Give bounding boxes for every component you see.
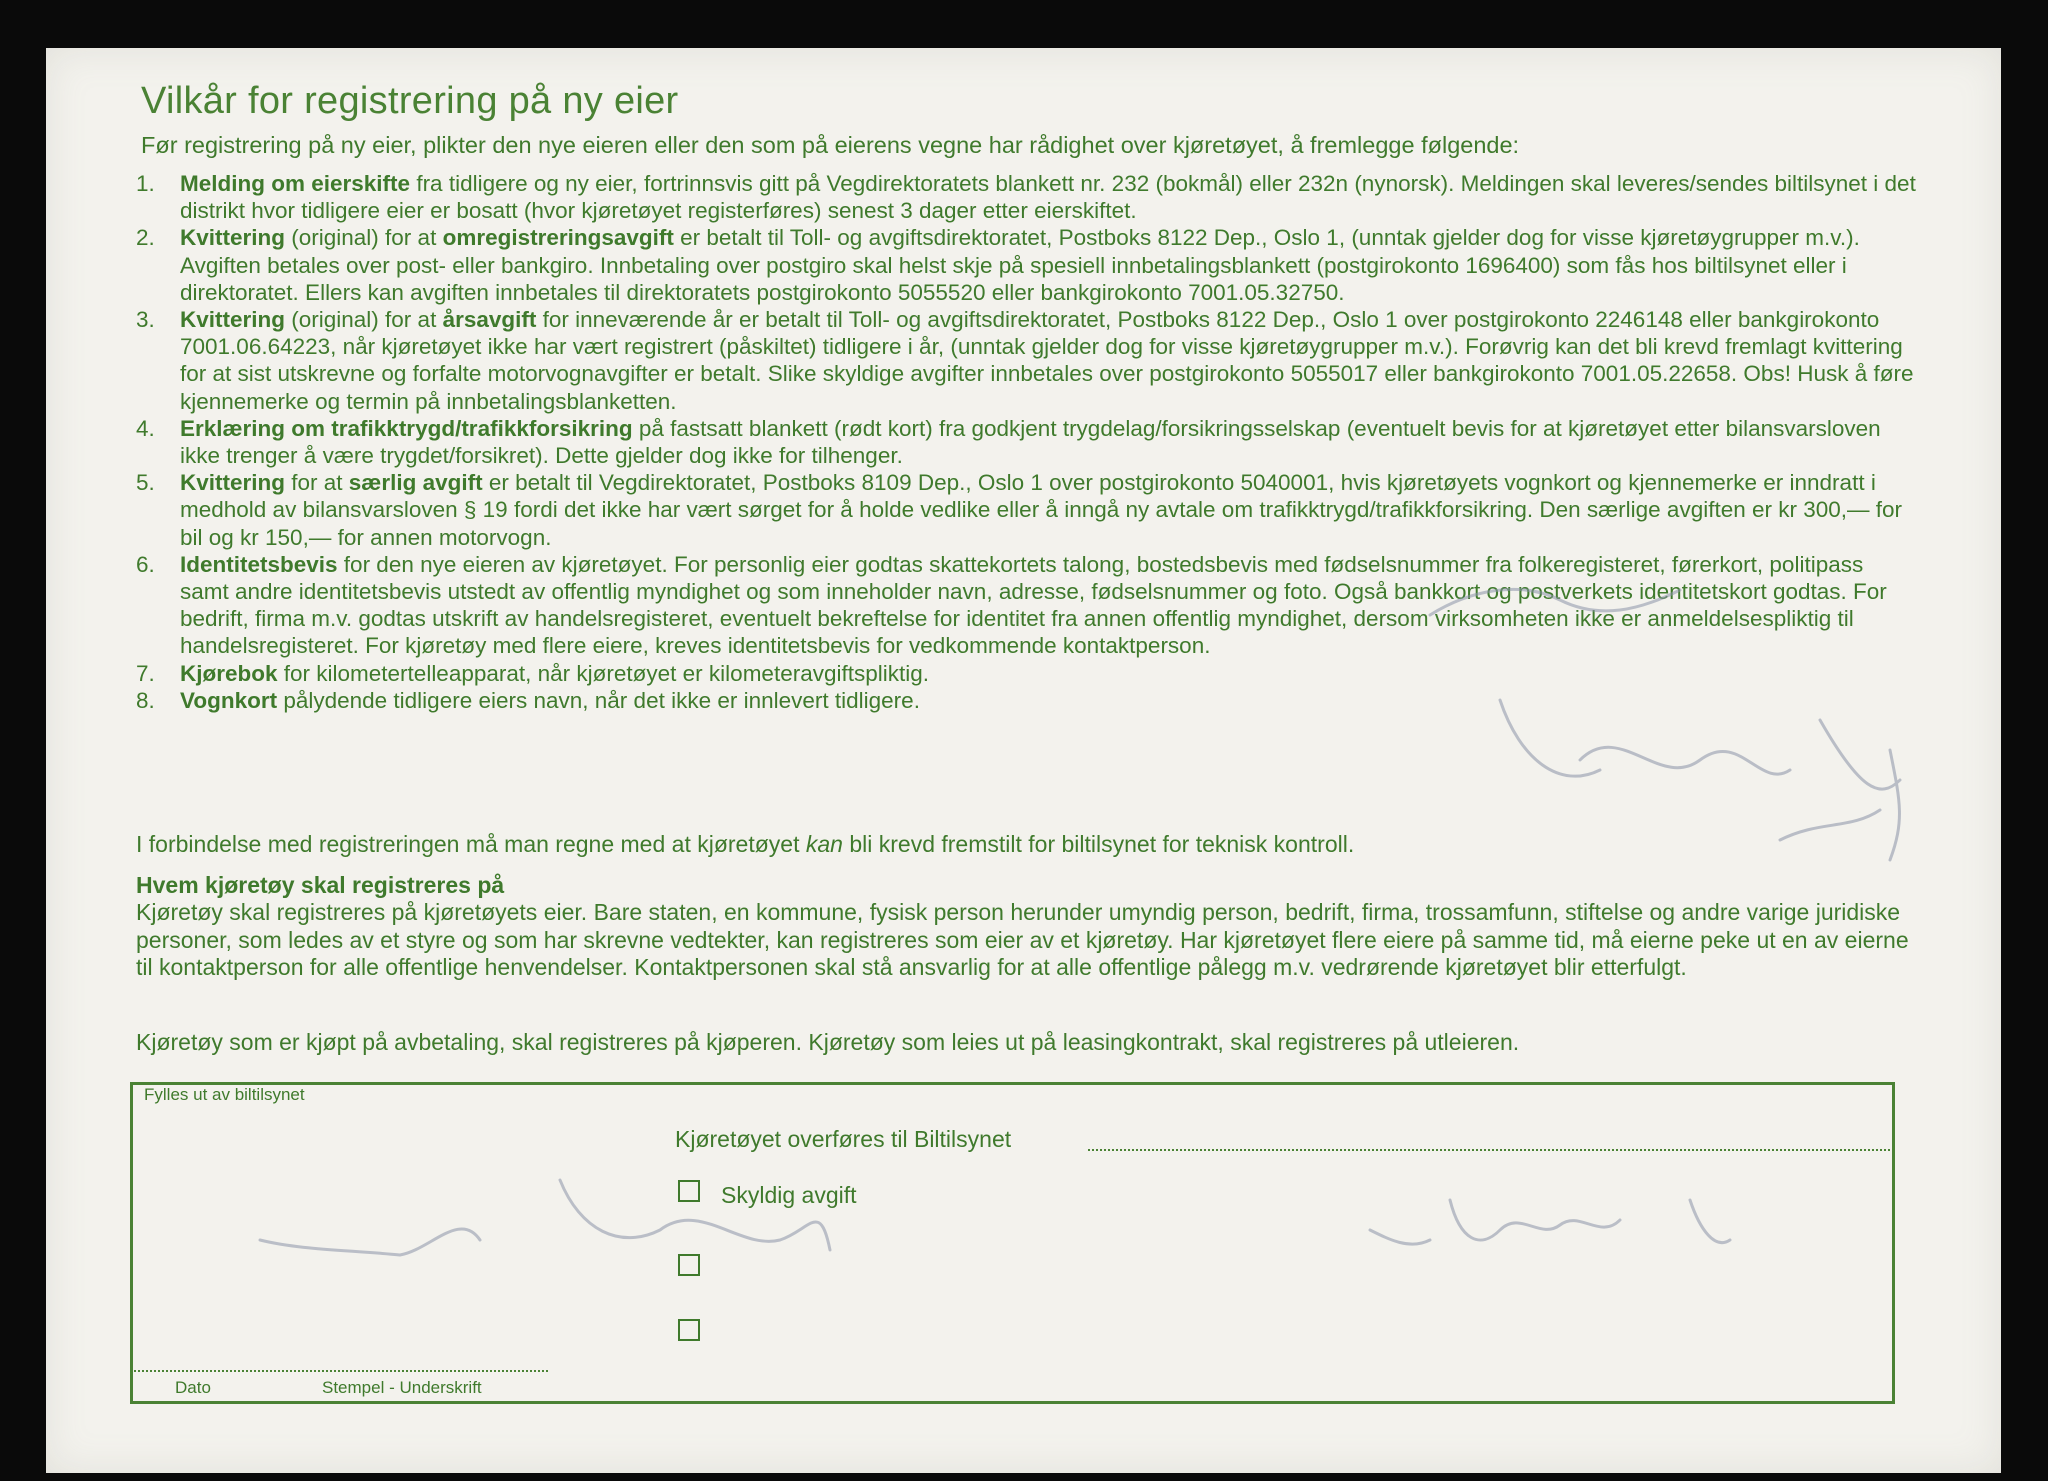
handwriting-stroke — [1820, 720, 1900, 789]
date-label: Dato — [175, 1378, 211, 1397]
item-text: er betalt til Vegdirektoratet, Postboks 8109 Dep., Oslo 1 over postgirokonto 5040001, hvis kjøretøyets vognkort og kjennemerke er inndratt i medhold av bilansvarsloven § 19 fordi det ikke har vært sørget for å holde vedlike eller å inngå ny avtale om trafikktrygd/trafikkforsikring. Den særlige avgiften er kr 300,— for bil og kr 150,— for annen motorvogn. — [180, 470, 1903, 550]
item-number: 4. — [136, 415, 155, 441]
who-heading: Hvem kjøretøy skal registreres på — [136, 872, 505, 898]
inspection-text: bli krevd fremstilt for biltilsynet for teknisk kontroll. — [842, 831, 1355, 857]
item-emphasis: omregistreringsavgift — [442, 225, 674, 251]
item-heading: Vognkort — [180, 687, 278, 713]
page-title: Vilkår for registrering på ny eier — [141, 80, 679, 122]
item-number: 6. — [136, 551, 155, 577]
item-number: 2. — [136, 225, 155, 251]
handwriting-stroke — [1780, 810, 1880, 840]
intro-text: Før registrering på ny eier, plikter den nye eieren eller den som på eierens vegne har rådighet over kjøretøyet, å fremlegge følgende: — [141, 132, 1520, 158]
item-text: for inneværende år er betalt til Toll- og avgiftsdirektoratet, Postboks 8122 Dep., Oslo 1 over postgirokonto 2246148 eller bankgirokonto 7001.06.64223, når kjøretøyet ikke har vært registrert (påskiltet) tidligere i år, (unntak gjelder dog for visse kjøretøygrupper m.v.). Forøvrig kan det bli krevd fremlagt kvittering for at sist utskrevne og forfalte motorvognavgifter er betalt. Slike skyldige avgifter innbetales over postgirokonto 5055017 eller bankgirokonto 7001.05.22658. Obs! Husk å føre kjennemerke og termin på innbetalingsblanketten. — [180, 307, 1914, 414]
item-text: for den nye eieren av kjøretøyet. For personlig eier godtas skattekortets talong, bostedsbevis med fødselsnummer fra folkeregisteret, førerkort, politipass samt andre identitetsbevis utstedt av offentlig myndighet og som inneholder navn, adresse, fødselsnummer og foto. Også bankkort og postverkets identitetskort godtas. For bedrift, firma m.v. godtas utskrift av handelsregisteret, eventuelt bekreftelse for identitet fra annen offentlig myndighet, dersom virksomheten ikke er anmeldelsespliktig til handelsregisteret. For kjøretøy med flere eiere, kreves identitetsbevis for vedkommende kontaktperson. — [180, 551, 1887, 659]
item-text: fra tidligere og ny eier, fortrinnsvis gitt på Vegdirektoratets blankett nr. 232 (bokmål) eller 232n (nynorsk). Meldingen skal leveres/sendes biltilsynet i det distrikt hvor tidligere eier er bosatt (hvor kjøretøyet registerføres) senest 3 dager etter eierskiftet. — [180, 171, 1916, 224]
inspection-text: I forbindelse med registreringen må man regne med at kjøretøyet — [136, 831, 806, 857]
handwriting-stroke — [1450, 1200, 1620, 1240]
item-heading: Kvittering — [180, 307, 286, 333]
item-heading: Kjørebok — [180, 660, 278, 686]
item-text: (original) for at — [285, 307, 443, 333]
item-heading: Melding om eierskifte — [180, 171, 411, 196]
handwriting-stroke — [1370, 1230, 1430, 1244]
item-number: 5. — [136, 470, 155, 496]
handwriting-stroke — [1500, 700, 1600, 776]
inspection-emphasis: kan — [805, 831, 843, 857]
handwriting-stroke — [260, 1229, 480, 1255]
item-heading: Identitetsbevis — [180, 551, 338, 577]
who-text: Kjøretøy skal registreres på kjøretøyets eier. Bare staten, en kommune, fysisk person herunder umyndig person, bedrift, firma, trossamfunn, stiftelse og andre varige juridiske personer, som ledes av et styre og som har skrevne vedtekter, kan registreres som eier av et kjøretøy. Har kjøretøyet flere eiere på samme tid, må eierne peke ut en av eierne til kontaktperson for alle offentlige henvendelser. Kontaktpersonen skal stå ansvarlig for at alle offentlige pålegg m.v. vedrørende kjøretøyet blir etterfulgt. — [136, 899, 1909, 980]
handwriting-stroke — [1890, 750, 1899, 860]
item-number: 3. — [136, 307, 155, 333]
transfer-label: Kjøretøyet overføres til Biltilsynet — [675, 1126, 1012, 1152]
stamp-label: Stempel - Underskrift — [322, 1378, 482, 1397]
item-text: på fastsatt blankett (rødt kort) fra godkjent trygdelag/forsikringsselskap (eventuelt bevis for at kjøretøyet etter bilansvarsloven ikke trenger å være trygdet/forsikret). Dette gjelder dog ikke for tilhenger. — [180, 415, 1881, 469]
item-text: er betalt til Toll- og avgiftsdirektoratet, Postboks 8122 Dep., Oslo 1, (unntak gjelder dog for visse kjøretøygrupper m.v.). Avgiften betales over post- eller bankgiro. Innbetaling over postgiro skal helst skje på spesiell innbetalingsblankett (postgirokonto 1696400) som fås hos biltilsynet eller i direktoratet. Ellers kan avgiften innbetales til direktoratets postgirokonto 5055520 eller bankgirokonto 7001.05.32750. — [180, 225, 1860, 305]
item-number: 8. — [136, 687, 155, 713]
item-emphasis: særlig avgift — [348, 470, 483, 496]
item-text: for at — [285, 470, 349, 496]
office-use-caption: Fylles ut av biltilsynet — [144, 1085, 305, 1104]
item-heading: Erklæring om trafikktrygd/trafikkforsikring — [180, 415, 633, 441]
item-text: (original) for at — [285, 225, 443, 251]
handwriting-stroke — [560, 1180, 830, 1250]
item-number: 1. — [136, 171, 155, 196]
item-text: pålydende tidligere eiers navn, når det ikke er innlevert tidligere. — [277, 687, 920, 713]
item-heading: Kvittering — [180, 470, 286, 496]
item-number: 7. — [136, 660, 155, 686]
item-heading: Kvittering — [180, 225, 286, 251]
handwriting-stroke — [1580, 747, 1790, 774]
item-text: for kilometertelleapparat, når kjøretøyet er kilometeravgiftspliktig. — [277, 660, 930, 686]
item-emphasis: årsavgift — [442, 307, 537, 333]
handwriting-stroke — [1430, 589, 1680, 615]
installment-text: Kjøretøy som er kjøpt på avbetaling, skal registreres på kjøperen. Kjøretøy som leies ut på leasingkontrakt, skal registreres på utleieren. — [136, 1029, 1520, 1055]
handwriting-stroke — [1690, 1200, 1730, 1243]
debt-checkbox-label: Skyldig avgift — [721, 1182, 857, 1208]
